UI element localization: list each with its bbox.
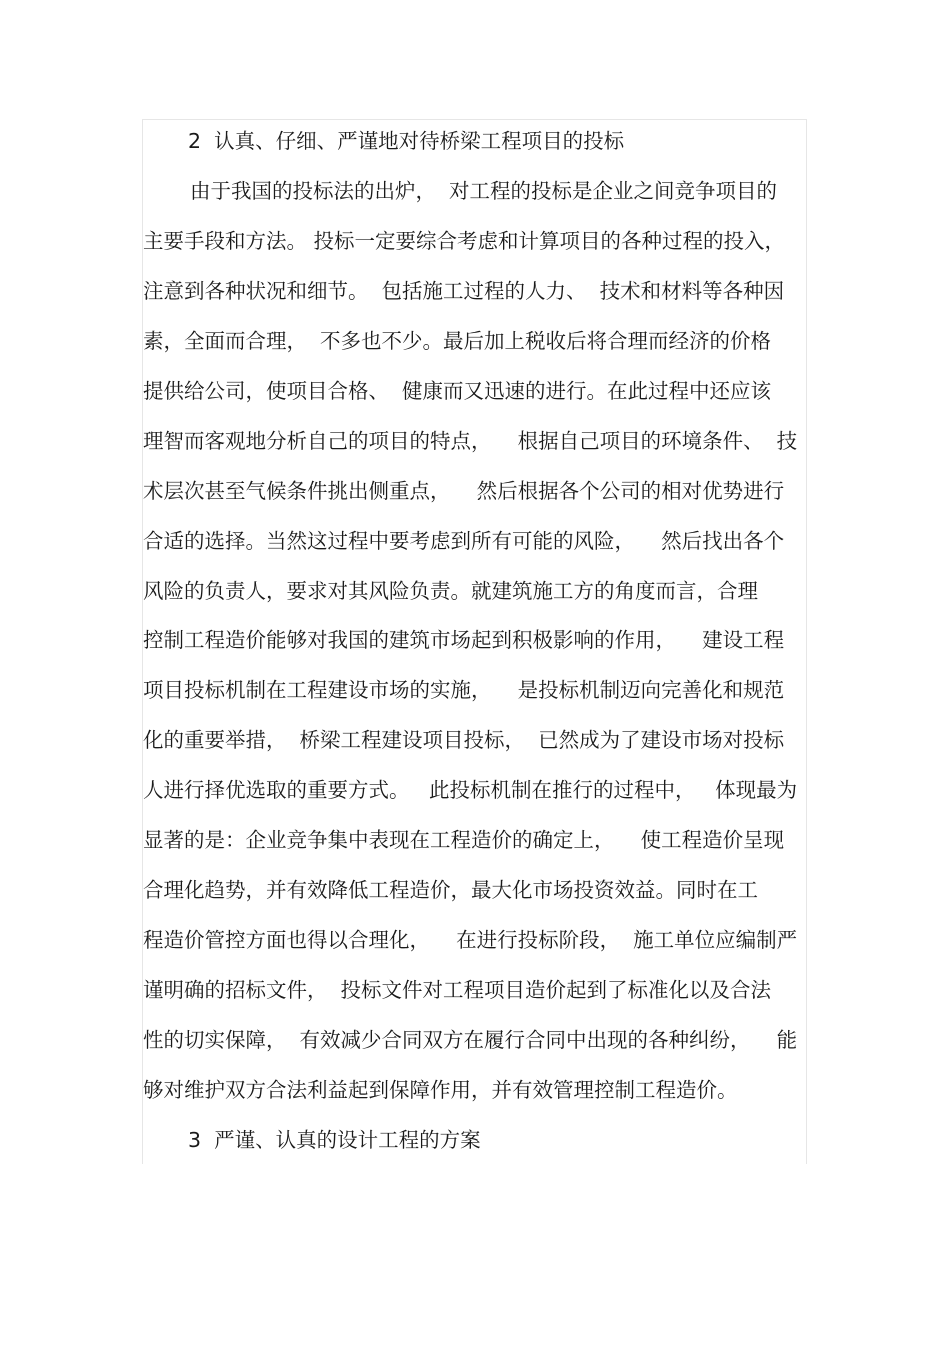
paragraph-line: 程造价管控方面也得以合理化， 在进行投标阶段， 施工单位应编制严 [143, 928, 798, 952]
paragraph-line: 性的切实保障， 有效减少合同双方在履行合同中出现的各种纠纷， 能 [143, 1028, 798, 1052]
paragraph-line: 谨明确的招标文件， 投标文件对工程项目造价起到了标准化以及合法 [143, 978, 772, 1002]
paragraph-line: 化的重要举措， 桥梁工程建设项目投标， 已然成为了建设市场对投标 [143, 728, 785, 752]
paragraph-line: 人进行择优选取的重要方式。 此投标机制在推行的过程中， 体现最为 [143, 778, 798, 802]
paragraph-line: 控制工程造价能够对我国的建筑市场起到积极影响的作用， 建设工程 [143, 628, 785, 652]
paragraph-line: 素，全面而合理， 不多也不少。最后加上税收后将合理而经济的价格 [143, 329, 772, 353]
paragraph-line: 项目投标机制在工程建设市场的实施， 是投标机制迈向完善化和规范 [143, 678, 785, 702]
paragraph-line: 合适的选择。当然这过程中要考虑到所有可能的风险， 然后找出各个 [143, 529, 785, 553]
section-heading-2: 2 认真、仔细、严谨地对待桥梁工程项目的投标 [188, 129, 625, 153]
paragraph-line: 术层次甚至气候条件挑出侧重点， 然后根据各个公司的相对优势进行 [143, 479, 785, 503]
paragraph-line: 提供给公司，使项目合格、 健康而又迅速的进行。在此过程中还应该 [143, 379, 772, 403]
paragraph-line: 注意到各种状况和细节。 包括施工过程的人力、 技术和材料等各种因 [143, 279, 785, 303]
section-heading-3: 3 严谨、认真的设计工程的方案 [188, 1128, 481, 1152]
paragraph-line: 风险的负责人，要求对其风险负责。就建筑施工方的角度而言，合理 [143, 579, 758, 603]
paragraph-line: 够对维护双方合法利益起到保障作用，并有效管理控制工程造价。 [143, 1078, 738, 1102]
paragraph-line: 主要手段和方法。 投标一定要综合考虑和计算项目的各种过程的投入， [143, 229, 786, 253]
paragraph-line: 理智而客观地分析自己的项目的特点， 根据自己项目的环境条件、 技 [143, 429, 798, 453]
paragraph-line: 由于我国的投标法的出炉， 对工程的投标是企业之间竞争项目的 [190, 179, 778, 203]
paragraph-line: 显著的是：企业竞争集中表现在工程造价的确定上， 使工程造价呈现 [143, 828, 785, 852]
paragraph-line: 合理化趋势，并有效降低工程造价，最大化市场投资效益。同时在工 [143, 878, 758, 902]
